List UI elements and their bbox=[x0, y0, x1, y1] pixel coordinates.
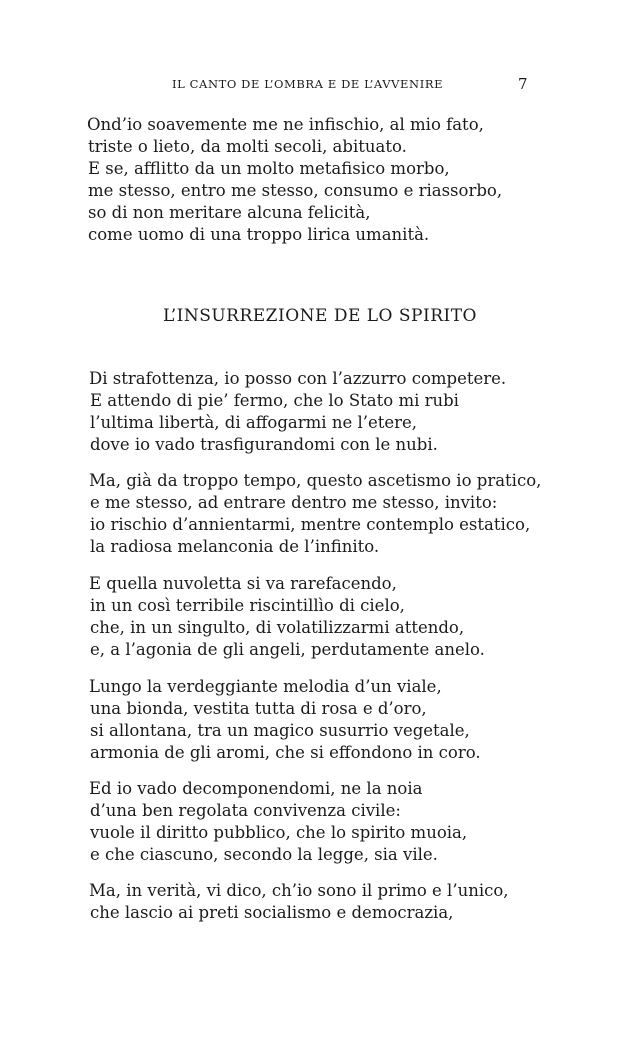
verse-line: Lungo la verdeggiante melodia d’un viale, bbox=[89, 677, 442, 696]
verse-line: Ma, già da troppo tempo, questo ascetismo io pratico, bbox=[89, 471, 542, 490]
running-title: IL CANTO DE L’OMBRA E DE L’AVVENIRE bbox=[172, 77, 444, 91]
verse-line: Ma, in verità, vi dico, ch’io sono il primo e l’unico, bbox=[89, 881, 509, 900]
verse-line: e che ciascuno, secondo la legge, sia vile. bbox=[90, 845, 438, 864]
verse-line: dove io vado trasfigurandomi con le nubi. bbox=[90, 435, 438, 454]
stanza-1 bbox=[89, 368, 640, 456]
poem-title: L’INSURREZIONE DE LO SPIRITO bbox=[162, 306, 477, 326]
verse-line: Di strafottenza, io posso con l’azzurro competere. bbox=[89, 369, 507, 388]
intro-stanza bbox=[87, 114, 640, 246]
verse-line: una bionda, vestita tutta di rosa e d’oro, bbox=[90, 699, 427, 718]
verse-line: io rischio d’annientarmi, mentre contemplo estatico, bbox=[90, 515, 531, 534]
page-number: 7 bbox=[518, 75, 528, 93]
verse-line: l’ultima libertà, di affogarmi ne l’etere, bbox=[90, 413, 418, 432]
verse-line: in un così terribile riscintillìo di cielo, bbox=[90, 596, 405, 615]
stanza-6 bbox=[89, 880, 640, 924]
verse-line: la radiosa melanconia de l’infinito. bbox=[90, 537, 380, 556]
verse-line: so di non meritare alcuna felicità, bbox=[88, 203, 371, 222]
verse-line: Ed io vado decomponendomi, ne la noia bbox=[89, 779, 423, 798]
stanza-5 bbox=[89, 778, 640, 866]
verse-line: che, in un singulto, di volatilizzarmi attendo, bbox=[90, 618, 465, 637]
verse-line: Ond’io soavemente me ne infischio, al mio fato, bbox=[87, 115, 484, 134]
verse-line: E quella nuvoletta si va rarefacendo, bbox=[89, 574, 397, 593]
stanza-3 bbox=[89, 573, 640, 661]
stanza-2 bbox=[89, 470, 640, 558]
verse-line: E se, afflitto da un molto metafisico morbo, bbox=[88, 159, 450, 178]
verse-line: triste o lieto, da molti secoli, abituato. bbox=[88, 137, 407, 156]
verse-line: vuole il diritto pubblico, che lo spirito muoia, bbox=[90, 823, 468, 842]
stanza-4 bbox=[89, 676, 640, 764]
verse-line: e, a l’agonia de gli angeli, perdutamente anelo. bbox=[90, 640, 485, 659]
running-header bbox=[0, 74, 640, 94]
verse-line: E attendo di pie’ fermo, che lo Stato mi rubi bbox=[90, 391, 459, 410]
verse-line: armonia de gli aromi, che si effondono in coro. bbox=[90, 743, 481, 762]
verse-line: d’una ben regolata convivenza civile: bbox=[90, 801, 401, 820]
verse-line: si allontana, tra un magico susurrio vegetale, bbox=[90, 721, 470, 740]
verse-line: come uomo di una troppo lirica umanità. bbox=[88, 225, 430, 244]
verse-line: che lascio ai preti socialismo e democrazia, bbox=[90, 903, 454, 922]
verse-line: e me stesso, ad entrare dentro me stesso, invito: bbox=[90, 493, 498, 512]
verse-line: me stesso, entro me stesso, consumo e riassorbo, bbox=[88, 181, 503, 200]
